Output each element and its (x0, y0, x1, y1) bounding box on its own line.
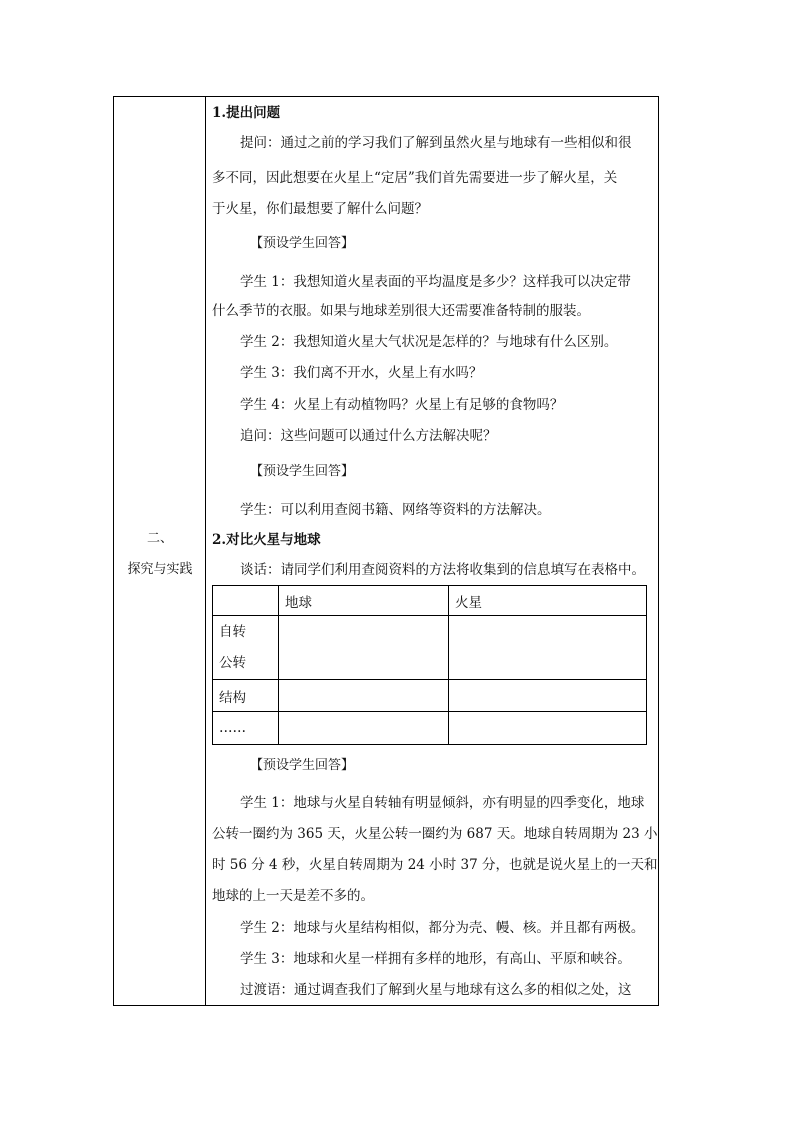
table-row-label: …… (213, 712, 279, 745)
row-label-rotation: 自转 (219, 623, 246, 640)
part1-heading: 1.提出问题 (212, 105, 281, 121)
row-label-revolution: 公转 (219, 654, 246, 671)
table-row (213, 616, 647, 680)
answer-line: 学生 3：我们离不开水，火星上有水吗？ (240, 365, 483, 381)
table-cell-mars (449, 616, 647, 680)
preset-answer-label: 【预设学生回答】 (250, 758, 355, 773)
table-row (213, 712, 647, 745)
table-cell-mars (449, 680, 647, 712)
table-cell-mars (449, 712, 647, 745)
answer-line: 什么季节的衣服。如果与地球差别很大还需要准备特制的服装。 (212, 303, 590, 319)
talk-line: 谈话：请同学们利用查阅资料的方法将收集到的信息填写在表格中。 (240, 562, 645, 578)
preset-answer-label: 【预设学生回答】 (250, 464, 355, 479)
transition-line: 过渡语：通过调查我们了解到火星与地球有这么多的相似之处，这 (240, 982, 632, 998)
table-header-cell (213, 586, 279, 616)
section-number: 二、 (146, 531, 173, 546)
answer-line: 时 56 分 4 秒，火星自转周期为 24 小时 37 分，也就是说火星上的一天和 (212, 857, 658, 873)
comparison-table (212, 585, 647, 745)
answer-line: 地球的上一天是差不多的。 (212, 888, 374, 904)
table-header-row (213, 586, 647, 616)
content-column (206, 97, 658, 1005)
table-header-cell: 火星 (449, 586, 647, 616)
preset-answer-label: 【预设学生回答】 (250, 236, 355, 251)
table-cell-earth (279, 680, 449, 712)
table-header-cell: 地球 (279, 586, 449, 616)
follow-up-question: 追问：这些问题可以通过什么方法解决呢？ (240, 428, 497, 444)
answer-line: 公转一圈约为 365 天，火星公转一圈约为 687 天。地球自转周期为 23 小 (212, 826, 658, 842)
table-row-label: 结构 (213, 680, 279, 712)
answer-line: 学生 1：地球与火星自转轴有明显倾斜，亦有明显的四季变化，地球 (240, 795, 645, 811)
part2-heading: 2.对比火星与地球 (212, 532, 321, 548)
answer-line: 学生 1：我想知道火星表面的平均温度是多少？这样我可以决定带 (240, 274, 631, 290)
table-cell-earth (279, 712, 449, 745)
question-line: 多不同，因此想要在火星上“定居”我们首先需要进一步了解火星，关 (212, 170, 618, 186)
table-row (213, 680, 647, 712)
answer-line: 学生 2：地球与火星结构相似，都分为壳、幔、核。并且都有两极。 (240, 920, 645, 936)
question-line: 提问：通过之前的学习我们了解到虽然火星与地球有一些相似和很 (240, 135, 632, 151)
section-column (114, 97, 206, 1005)
table-cell-earth (279, 616, 449, 680)
lesson-table (113, 96, 659, 1006)
answer-line: 学生 2：我想知道火星大气状况是怎样的？与地球有什么区别。 (240, 334, 618, 350)
table-row-label (213, 616, 279, 680)
question-line: 于火星，你们最想要了解什么问题？ (212, 201, 428, 217)
section-title: 探究与实践 (127, 562, 193, 577)
answer-line: 学生 4：火星上有动植物吗？火星上有足够的食物吗？ (240, 397, 564, 413)
answer-line: 学生：可以利用查阅书籍、网络等资料的方法解决。 (240, 502, 551, 518)
answer-line: 学生 3：地球和火星一样拥有多样的地形，有高山、平原和峡谷。 (240, 951, 631, 967)
